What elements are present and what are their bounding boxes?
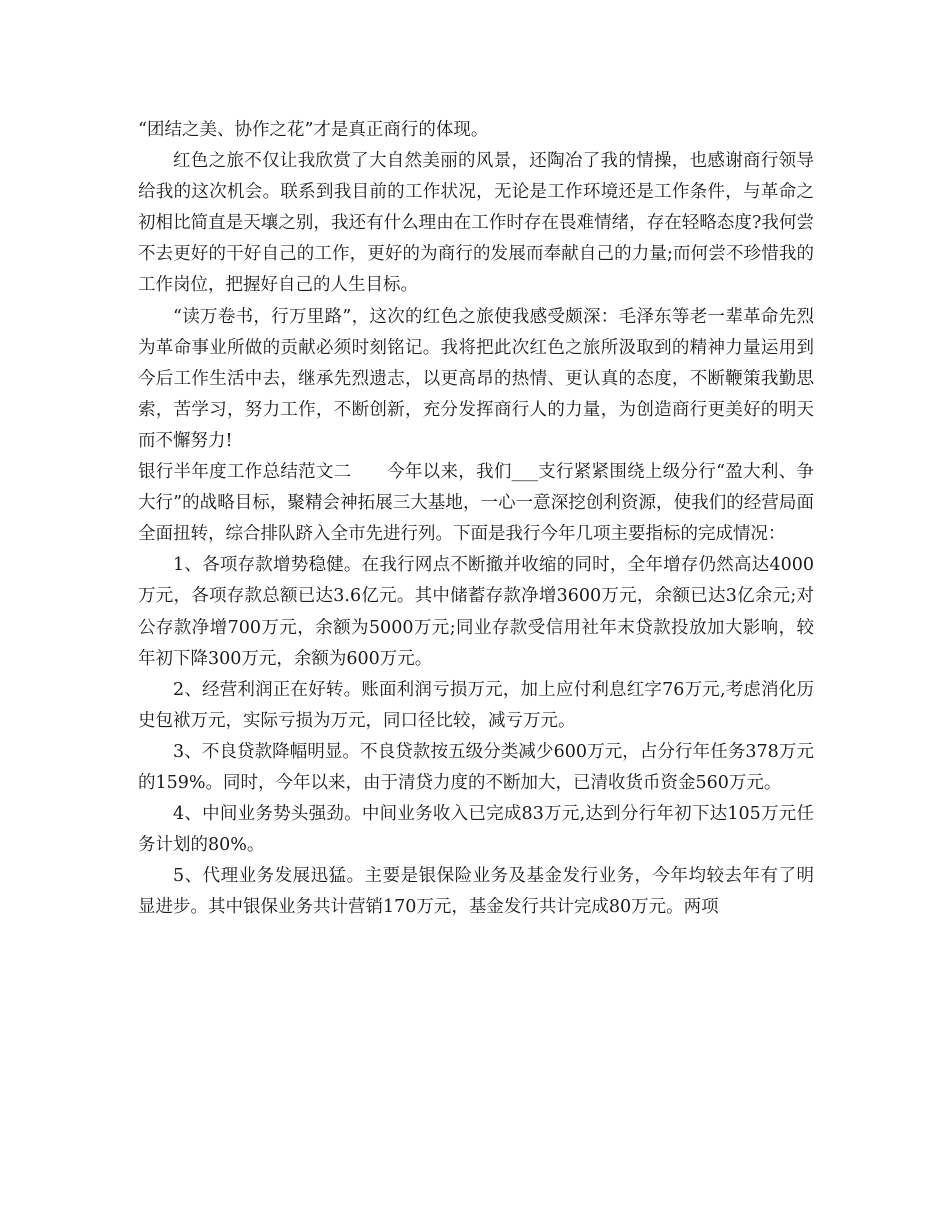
paragraph-6: 2、经营利润正在好转。账面利润亏损万元，加上应付利息红字76万元,考虑消化历史包袱万元，实际亏损为万元，同口径比较，减亏万元。 [138,679,814,731]
paragraph-4: 银行半年度工作总结范文二 今年以来，我们___支行紧紧围绕上级分行“盈大利、争大行”的战略目标，聚精会神拓展三大基地，一心一意深挖创利资源，使我们的经营局面全面扭转，综合排队跻入全市先进行列。下面是我行今年几项主要指标的完成情况： [138,462,814,545]
paragraph-7: 3、不良贷款降幅明显。不良贷款按五级分类减少600万元，占分行年任务378万元的159%。同时，今年以来，由于清贷力度的不断加大，已清收货币资金560万元。 [138,741,814,793]
document-body [138,115,814,923]
paragraph-9: 5、代理业务发展迅猛。主要是银保险业务及基金发行业务，今年均较去年有了明显进步。其中银保业务共计营销170万元，基金发行共计完成80万元。两项 [138,866,814,918]
paragraph-2: 红色之旅不仅让我欣赏了大自然美丽的风景，还陶冶了我的情操，也感谢商行领导给我的这次机会。联系到我目前的工作状况，无论是工作环境还是工作条件，与革命之初相比简直是天壤之别，我还有什么理由在工作时存在畏难情绪，存在轻略态度?我何尝不去更好的干好自己的工作，更好的为商行的发展而奉献自己的力量;而何尝不珍惜我的工作岗位，把握好自己的人生目标。 [138,151,814,296]
paragraph-1: “团结之美、协作之花”才是真正商行的体现。 [138,120,489,140]
paragraph-3: “读万卷书，行万里路”，这次的红色之旅使我感受颇深：毛泽东等老一辈革命先烈为革命事业所做的贡献必须时刻铭记。我将把此次红色之旅所汲取到的精神力量运用到今后工作生活中去，继承先烈遗志，以更高昂的热情、更认真的态度，不断鞭策我勤思索，苦学习，努力工作，不断创新，充分发挥商行人的力量，为创造商行更美好的明天而不懈努力! [138,306,814,451]
paragraph-5: 1、各项存款增势稳健。在我行网点不断撤并收缩的同时，全年增存仍然高达4000万元，各项存款总额已达3.6亿元。其中储蓄存款净增3600万元，余额已达3亿余元;对公存款净增700万元，余额为5000万元;同业存款受信用社年末贷款投放加大影响，较年初下降300万元，余额为600万元。 [138,555,814,669]
paragraph-8: 4、中间业务势头强劲。中间业务收入已完成83万元,达到分行年初下达105万元任务计划的80%。 [138,804,814,856]
